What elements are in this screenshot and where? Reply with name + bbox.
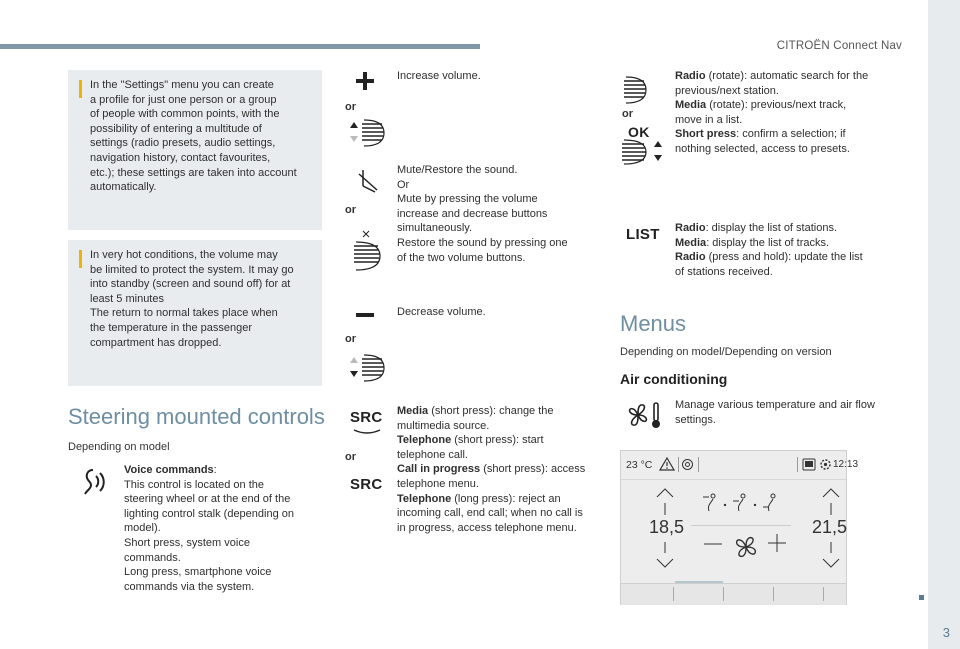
ok-line-text: (rotate): automatic search for the previous/next station. [675,70,869,97]
ok-line-text: : confirm a selection; if nothing selected, access to presets. [675,128,850,155]
ok-line-label: Radio [675,70,706,82]
air-conditioning-title: Air conditioning [620,371,728,387]
settings-note-text: In the "Settings" menu you can create a profile for just one person or a group of people with common points, with the possibility of entering a multitude of settings (radio presets, audio settings, navigation history, contact favourites, etc.); these settings are taken into account automatically. [90,79,297,194]
or-label: or [345,333,356,345]
steering-title: Steering mounted controls [68,404,325,429]
voice-commands: Voice commands: This control is located on the steering wheel or at the end of the lighting control stalk (depending on model). Short press, system voice commands. Long press, smartphone voice commands via the system. [124,464,295,593]
voice-command-icon [76,466,110,500]
settings-gear-icon [819,458,832,471]
right-temperature[interactable]: 21,5 [812,517,848,537]
fan-icon [732,533,760,561]
continue-marker [919,595,924,600]
list-line-text: : display the list of tracks. [706,236,830,249]
clock-time: 12:13 [833,459,859,470]
screen-divider [691,525,791,526]
src-line-label: Media [397,405,429,417]
src-description [397,404,593,535]
mute-icon [357,168,379,194]
air-conditioning-text: Manage various temperature and air flow settings. [675,399,875,426]
volume-wheel-up-icon [346,118,388,148]
ok-line-label: Media [675,99,707,112]
src-line-text: (short press): access telephone menu. [397,463,586,490]
ok-symbol: OK [628,124,650,140]
src-symbol: SRC [350,409,383,426]
note-marker [79,250,82,268]
or-label: or [345,451,356,463]
ok-line-text: (rotate): previous/next track, move in a list. [675,99,847,126]
note-marker [79,80,82,98]
voice-commands-label: Voice commands [124,464,214,476]
outside-temperature: 23 °C [626,459,653,471]
src-press-icon [352,428,382,436]
fan-decrease-icon[interactable] [703,541,723,547]
plus-icon [354,70,376,92]
or-label: or [622,108,633,120]
list-line-text: (press and hold): update the list of stations received. [675,251,863,278]
list-symbol: LIST [626,226,660,243]
list-line-label: Media [675,236,707,249]
voice-commands-text: This control is located on the steering wheel or at the end of the lighting control stalk (depending on model). Short press, system voice commands. Long press, smartphone voice commands via the system. [124,478,295,593]
list-line-label: Radio [675,222,706,234]
increase-volume-text: Increase volume. [397,70,481,82]
warning-icon [659,457,675,471]
air-distribution-icons [701,491,781,515]
mute-text: Mute/Restore the sound. Or Mute by pressing the volume increase and decrease buttons simultaneously. Restore the sound by pressing one of the two volume buttons. [397,164,568,264]
src-symbol-2: SRC [350,476,383,493]
ok-description [675,69,870,157]
climate-screen [620,450,859,605]
header-title: CITROËN Connect Nav [776,40,902,52]
ok-wheel-icon [620,138,666,166]
list-description [675,221,870,279]
phone-icon [802,458,816,471]
decrease-volume-text: Decrease volume. [397,306,486,318]
src-line-label: Call in progress [397,463,481,476]
volume-wheel-press-icon [348,228,382,272]
left-temperature[interactable]: 18,5 [649,517,685,537]
minus-icon [354,311,376,319]
list-line-text: : display the list of stations. [705,222,838,234]
menus-title: Menus [620,311,687,336]
location-icon [681,458,694,471]
src-line-label: Telephone [397,492,452,505]
src-line-label: Telephone [397,434,452,447]
hot-conditions-note-text: In very hot conditions, the volume may be limited to protect the system. It may go into standby (screen and sound off) for at least 5 minutes The return to normal takes place when the temperature in the passenger compartment has dropped. [90,249,294,349]
screen-status-bar [621,451,859,480]
list-line-label: Radio [675,251,706,264]
src-line-text: (long press): reject an incoming call, end call; when no call is in progress, access telephone menu. [397,492,583,534]
header-rule [0,44,480,49]
or-label: or [345,101,356,113]
ok-line-label: Short press [675,128,737,141]
volume-wheel-down-icon [346,353,388,383]
page-number: 3 [942,625,950,640]
settings-note [68,70,322,230]
screen-bottom-bar [621,583,846,605]
page-side-strip [928,0,960,649]
src-line-text: (short press): start telephone call. [397,434,544,461]
steering-subtitle: Depending on model [68,441,170,453]
or-label: or [345,204,356,216]
hot-conditions-note [68,240,322,386]
menus-subtitle: Depending on model/Depending on version [620,346,832,358]
src-line-text: (short press): change the multimedia source. [397,405,554,432]
fan-thermometer-icon [624,400,664,430]
fan-increase-icon[interactable] [767,533,787,553]
thumbwheel-icon [622,75,664,105]
